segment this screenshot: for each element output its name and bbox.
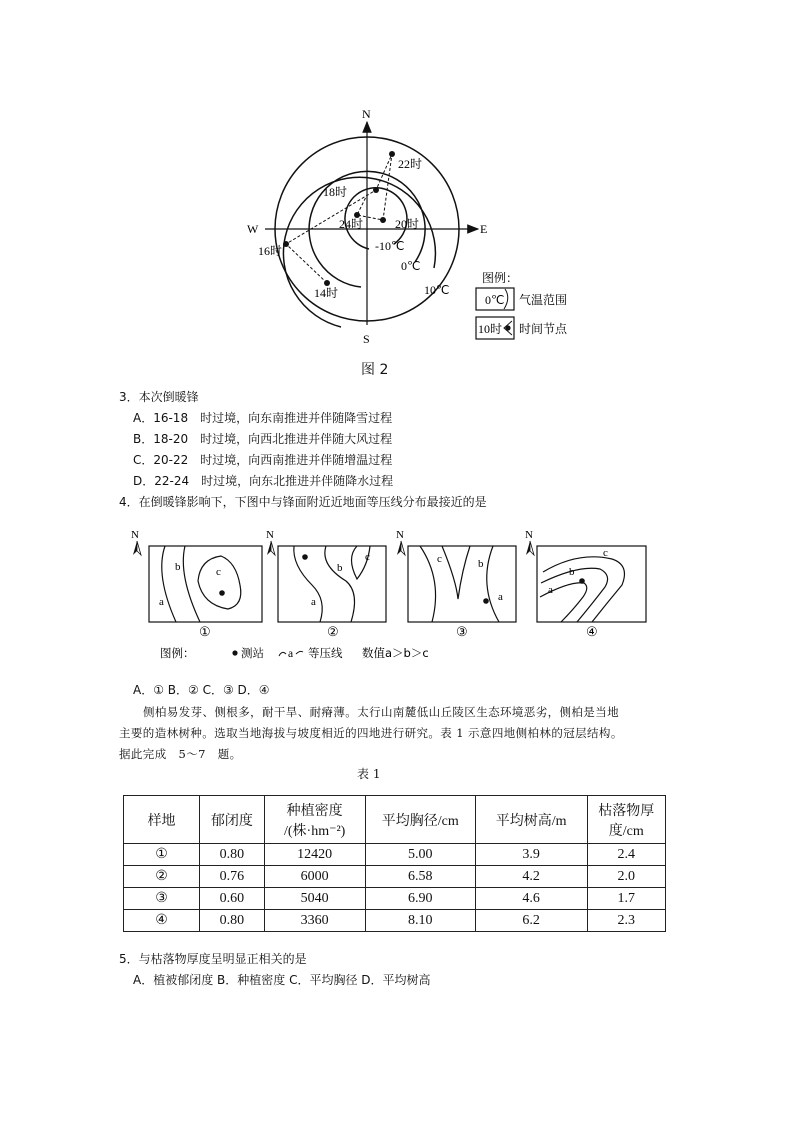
q4-answers: A．① B．② C．③ D．④ — [133, 683, 270, 697]
q5-stem: 5．与枯落物厚度呈明显正相关的是 — [119, 952, 307, 966]
q3-option-c: C．20-22 时过境，向西南推进并伴随增温过程 — [133, 453, 393, 467]
svg-text:数值a＞b＞c: 数值a＞b＞c — [362, 646, 429, 660]
table-row: ③ 0.60 5040 6.90 4.6 1.7 — [124, 888, 666, 910]
th-litter: 枯落物厚 度/cm — [587, 796, 665, 844]
q3-option-a: A．16-18 时过境，向东南推进并伴随降雪过程 — [133, 411, 393, 425]
map-4-num: ④ — [586, 624, 598, 639]
label-w: W — [247, 222, 259, 236]
node-16 — [283, 241, 289, 247]
svg-text:c: c — [603, 547, 608, 559]
label-t22: 22时 — [398, 157, 423, 171]
svg-text:a: a — [311, 596, 316, 608]
intro-line-3: 据此完成 5～7 题。 — [119, 747, 242, 761]
th-density: 种植密度 /(株·hm⁻²) — [264, 796, 365, 844]
label-n: N — [362, 107, 371, 121]
q4-stem: 4．在倒暖锋影响下，下图中与锋面附近近地面等压线分布最接近的是 — [119, 495, 487, 509]
table-1 — [123, 795, 666, 932]
label-iso-0: 0℃ — [401, 259, 421, 273]
legend-temp-curve — [504, 289, 508, 309]
figure-2 — [0, 0, 794, 380]
map-1-num: ① — [199, 624, 211, 639]
svg-text:b: b — [569, 566, 575, 578]
svg-text:a: a — [498, 591, 503, 603]
svg-text:等压线: 等压线 — [308, 646, 343, 660]
svg-text:a: a — [548, 584, 553, 596]
svg-text:c: c — [437, 553, 442, 565]
label-t18: 18时 — [323, 185, 348, 199]
node-18 — [373, 187, 379, 193]
map-3-num: ③ — [456, 624, 468, 639]
label-s: S — [363, 332, 370, 346]
north-label-1: N — [131, 529, 139, 541]
legend-label1: 气温范围 — [519, 293, 568, 307]
svg-text:a: a — [288, 648, 294, 660]
figure-caption: 图 2 — [361, 362, 389, 378]
svg-text:图例：: 图例： — [160, 646, 195, 660]
q3-option-b: B．18-20 时过境，向西北推进并伴随大风过程 — [133, 432, 393, 446]
label-e: E — [480, 222, 488, 236]
node-20 — [380, 217, 386, 223]
label-iso-10: 10℃ — [424, 283, 450, 297]
label-iso-m10: -10℃ — [375, 239, 405, 253]
table-row: ① 0.80 12420 5.00 3.9 2.4 — [124, 844, 666, 866]
map-4 — [525, 529, 646, 639]
svg-text:a: a — [159, 596, 164, 608]
q3-option-d: D．22-24 时过境，向东北推进并伴随降水过程 — [133, 474, 394, 488]
svg-text:b: b — [337, 562, 343, 574]
table-row: ② 0.76 6000 6.58 4.2 2.0 — [124, 866, 666, 888]
table-header-row — [124, 796, 666, 844]
label-t20: 20时 — [395, 217, 420, 231]
legend-title: 图例： — [482, 271, 519, 285]
map-1 — [131, 529, 262, 639]
north-arrow-1 — [133, 541, 137, 555]
svg-text:c: c — [216, 566, 221, 578]
svg-text:N: N — [525, 529, 533, 541]
map-3 — [396, 529, 516, 639]
svg-text:b: b — [175, 561, 181, 573]
table-title: 表 1 — [357, 767, 381, 781]
legend-box2-text: 10时 — [478, 322, 503, 336]
th-dbh: 平均胸径/cm — [365, 796, 475, 844]
node-22 — [389, 151, 395, 157]
isobar-maps — [0, 525, 794, 665]
legend-box1-text: 0℃ — [485, 293, 505, 307]
label-t16: 16时 — [258, 244, 283, 258]
label-t24: 24时 — [339, 217, 364, 231]
svg-text:N: N — [266, 529, 274, 541]
map-2-num: ② — [327, 624, 339, 639]
q3-stem: 3．本次倒暖锋 — [119, 390, 199, 404]
q5-options: A．植被郁闭度 B．种植密度 C．平均胸径 D．平均树高 — [133, 973, 431, 987]
svg-text:b: b — [478, 558, 484, 570]
intro-line-1: 侧柏易发芽、侧根多，耐干旱、耐瘠薄。太行山南麓低山丘陵区生态环境恶劣，侧柏是当地 — [143, 705, 619, 719]
svg-text:c: c — [365, 551, 370, 563]
svg-text:测站: 测站 — [241, 646, 264, 660]
label-t14: 14时 — [314, 286, 339, 300]
maps-legend — [160, 646, 429, 660]
map-2 — [266, 529, 386, 639]
svg-text:N: N — [396, 529, 404, 541]
intro-line-2: 主要的造林树种。选取当地海拔与坡度相近的四地进行研究。表 1 示意四地侧柏林的冠层结构。 — [119, 726, 623, 740]
th-canopy: 郁闭度 — [200, 796, 264, 844]
th-site: 样地 — [124, 796, 200, 844]
legend-time-dot — [505, 325, 510, 330]
legend-label2: 时间节点 — [519, 322, 568, 336]
th-height: 平均树高/m — [475, 796, 587, 844]
table-row: ④ 0.80 3360 8.10 6.2 2.3 — [124, 910, 666, 932]
